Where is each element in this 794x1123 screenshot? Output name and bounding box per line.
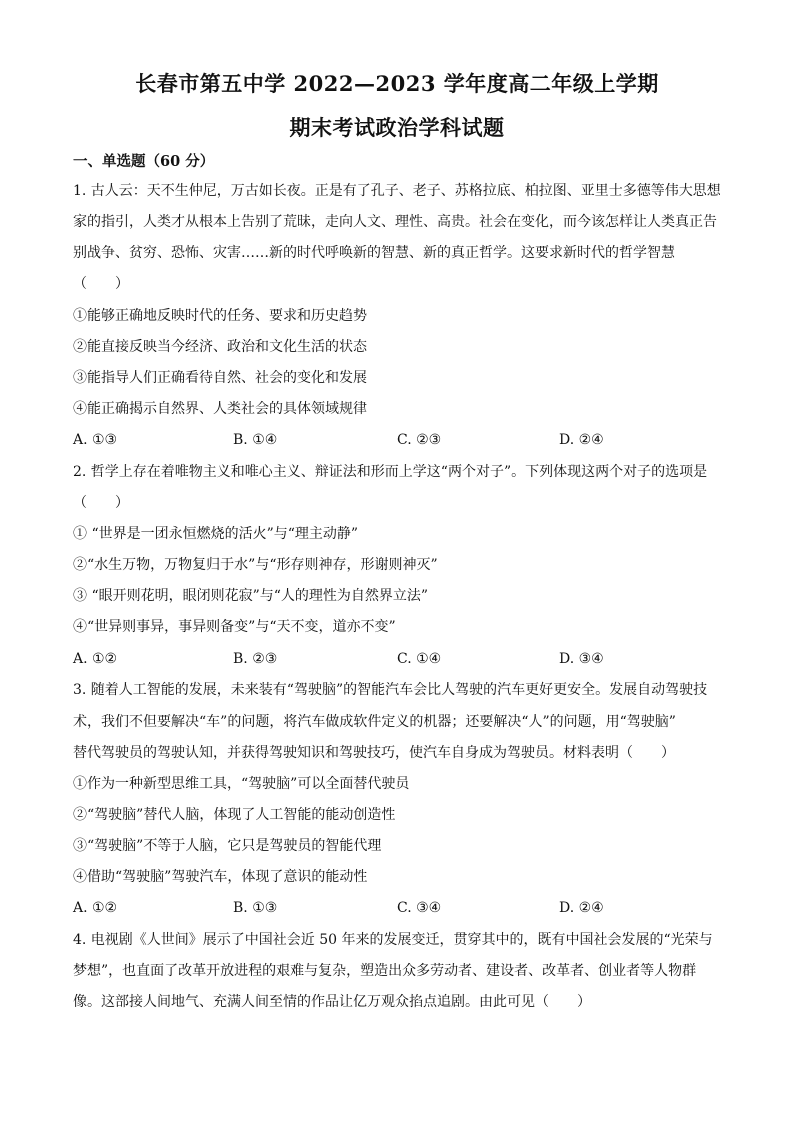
q4-stem-line-3: 像。这部接人间地气、充满人间至情的作品让亿万观众掐点追剧。由此可见（ ） <box>73 994 591 1010</box>
q3-option-2: ②“驾驶脑”替代人脑，体现了人工智能的能动创造性 <box>73 807 396 823</box>
section-heading: 一、单选题（60 分） <box>73 153 215 170</box>
q3-choice-c: C. ③④ <box>397 900 442 916</box>
q2-choices <box>73 650 733 668</box>
q2-answer-blank: （ ） <box>73 495 129 511</box>
q1-choice-d: D. ②④ <box>559 432 604 448</box>
q1-choice-b: B. ①④ <box>233 432 278 448</box>
q1-option-2: ②能直接反映当今经济、政治和文化生活的状态 <box>73 339 367 355</box>
q1-answer-blank: （ ） <box>73 276 129 292</box>
q1-option-1: ①能够正确地反映时代的任务、要求和历史趋势 <box>73 308 367 324</box>
q3-option-4: ④借助“驾驶脑”驾驶汽车，体现了意识的能动性 <box>73 869 368 885</box>
q3-option-1: ①作为一种新型思维工具，“驾驶脑”可以全面替代驶员 <box>73 776 410 792</box>
q3-choice-b: B. ①③ <box>233 900 278 916</box>
exam-subtitle: 期末考试政治学科试题 <box>289 115 505 140</box>
q1-choice-a: A. ①③ <box>73 432 118 448</box>
q3-choice-d: D. ②④ <box>559 900 604 916</box>
q1-stem-line-1: 1. 古人云：天不生仲尼，万古如长夜。正是有了孔子、老子、苏格拉底、柏拉图、亚里士多德等伟大思想 <box>73 183 721 199</box>
q3-stem-line-2: 术，我们不但要解决“车”的问题，将汽车做成软件定义的机器；还要解决“人”的问题，用“驾驶脑” <box>73 714 676 730</box>
q3-option-3: ③“驾驶脑”不等于人脑，它只是驾驶员的智能代理 <box>73 838 382 854</box>
q1-option-3: ③能指导人们正确看待自然、社会的变化和发展 <box>73 370 367 386</box>
q2-stem-line-1: 2. 哲学上存在着唯物主义和唯心主义、辩证法和形而上学这“两个对子”。下列体现这两个对子的选项是 <box>73 464 708 480</box>
q1-stem-line-3: 别战争、贫穷、恐怖、灾害……新的时代呼唤新的智慧、新的真正哲学。这要求新时代的哲学智慧 <box>73 245 675 261</box>
q3-choice-a: A. ①② <box>73 900 118 916</box>
q4-stem-line-1: 4. 电视剧《人世间》展示了中国社会近 50 年来的发展变迁，贯穿其中的，既有中国社会发展的“光荣与 <box>73 932 713 948</box>
q2-option-2: ②“水生万物，万物复归于水”与“形存则神存，形谢则神灭” <box>73 557 438 573</box>
q2-choice-a: A. ①② <box>73 651 118 667</box>
q2-option-1: ① “世界是一团永恒燃烧的活火”与“理主动静” <box>73 526 359 542</box>
q2-choice-b: B. ②③ <box>233 651 278 667</box>
q1-stem-line-2: 家的指引，人类才从根本上告别了荒昧，走向人文、理性、高贵。社会在变化，而今该怎样让人类真正告 <box>73 214 717 230</box>
q2-option-3: ③ “眼开则花明，眼闭则花寂”与“人的理性为自然界立法” <box>73 588 429 604</box>
q2-option-4: ④“世异则事异，事异则备变”与“天不变，道亦不变” <box>73 619 396 635</box>
exam-title: 长春市第五中学 2022—2023 学年度高二年级上学期 <box>135 71 659 96</box>
q1-choice-c: C. ②③ <box>397 432 442 448</box>
q3-stem-line-1: 3. 随着人工智能的发展，未来装有“驾驶脑”的智能汽车会比人驾驶的汽车更好更安全。发展自动驾驶技 <box>73 682 708 698</box>
q1-option-4: ④能正确揭示自然界、人类社会的具体领域规律 <box>73 401 367 417</box>
q3-choices <box>73 899 733 917</box>
q2-choice-c: C. ①④ <box>397 651 442 667</box>
q2-choice-d: D. ③④ <box>559 651 604 667</box>
q3-stem-line-3: 替代驾驶员的驾驶认知，并获得驾驶知识和驾驶技巧，使汽车自身成为驾驶员。材料表明（ ） <box>73 745 675 761</box>
q1-choices <box>73 431 733 449</box>
q4-stem-line-2: 梦想”，也直面了改革开放进程的艰难与复杂，塑造出众多劳动者、建设者、改革者、创业者等人物群 <box>73 963 697 979</box>
